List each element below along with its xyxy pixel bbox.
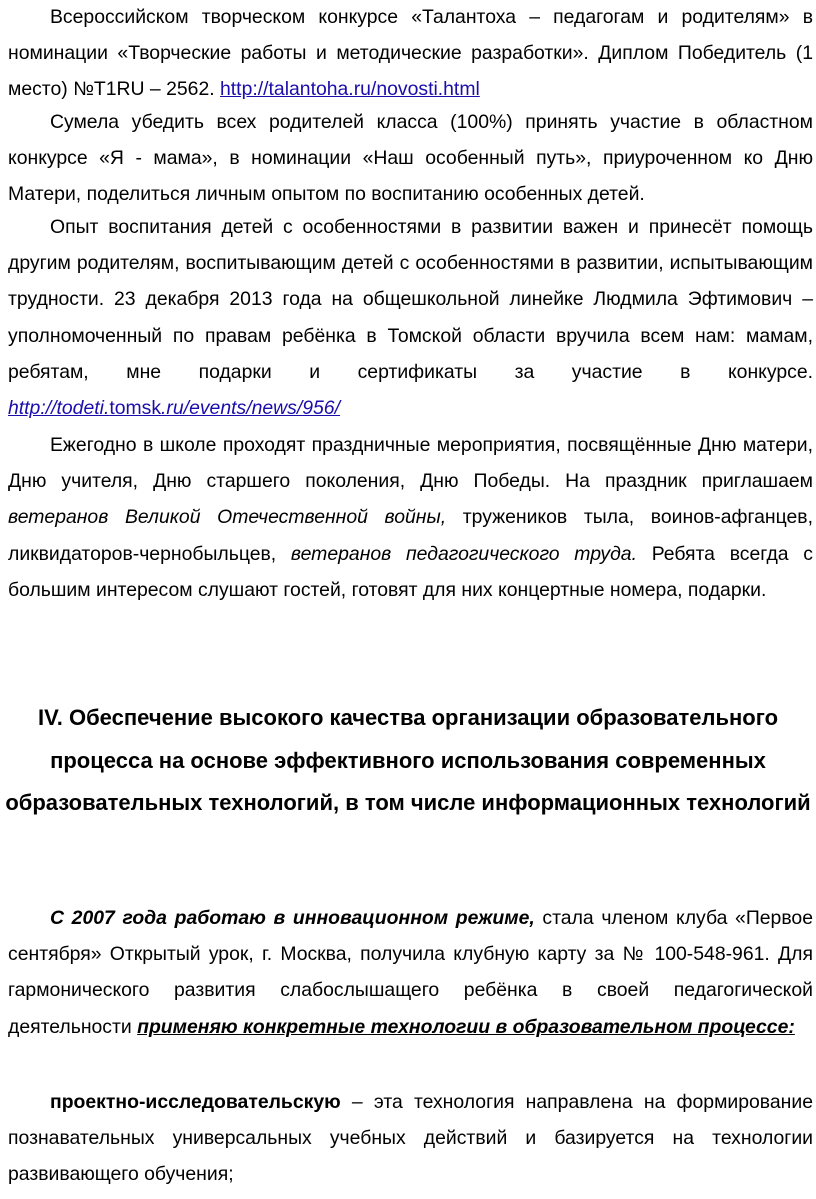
paragraph-text: Сумела убедить всех родителей класса (100%) принять участие в областном конкурсе «Я - мама», в номинации «Наш особенный путь», приуроченном ко Дню Матери, поделиться личным опытом по воспитанию особенных детей. bbox=[8, 111, 813, 206]
paragraph-text: – эта технология направлена на формирование познавательных универсальных учебных действий и базируется на технологии развивающего обучения; bbox=[8, 1091, 813, 1186]
paragraph-text: Опыт воспитания детей с особенностями в развитии важен и принесёт помощь другим родителям, воспитывающим детей с особенностями в развитии, испытывающим трудности. 23 декабря 2013 года на общешкольной линейке Людмила Эфтимович – уполномоченный по правам ребёнка в Томской области вручила всем нам: мамам, ребятам, мне подарки и сертификаты за участие в конкурсе. bbox=[8, 216, 813, 383]
paragraph-experience bbox=[8, 209, 813, 426]
paragraph-text: стала членом клуба «Первое сентября» Открытый урок, г. Москва, получила клубную карту за № 100-548-961. Для гармонического развития слабослышащего ребёнка в своей педагогической деятельности bbox=[8, 907, 813, 1038]
paragraph-text: Ребята всегда с большим интересом слушают гостей, готовят для них концертные номера, подарки. bbox=[8, 542, 813, 601]
paragraph-text: Всероссийском творческом конкурсе «Талантоха – педагогам и родителям» в номинации «Творческие работы и методические разработки». Диплом Победитель (1 место) №Т1RU – 2562. bbox=[8, 6, 813, 101]
paragraph-text: тружеников тыла, воинов-афганцев, ликвидаторов-чернобыльцев, bbox=[8, 506, 813, 565]
todeti-link-part1: http://todeti. bbox=[8, 397, 110, 420]
paragraph-italic-teachers: ветеранов педагогического труда. bbox=[290, 542, 637, 565]
todeti-link[interactable] bbox=[8, 397, 340, 419]
paragraph-holidays bbox=[8, 427, 813, 608]
todeti-link-part3: .ru/events/news/956/ bbox=[161, 397, 340, 420]
paragraph-innovation bbox=[8, 900, 813, 1045]
paragraph-bold-italic: С 2007 года работаю в инновационном режиме, bbox=[50, 907, 535, 929]
paragraph-project-technology bbox=[8, 1084, 813, 1193]
paragraph-bold-italic-underlined: применяю конкретные технологии в образовательном процессе: bbox=[137, 1015, 795, 1038]
paragraph-bold-term: проектно-исследовательскую bbox=[50, 1091, 341, 1113]
talantoha-link[interactable]: http://talantoha.ru/novosti.html bbox=[220, 78, 480, 101]
paragraph-mama-contest bbox=[8, 104, 813, 213]
section-heading: IV. Обеспечение высокого качества организации образовательного процесса на основе эффективного использования современных образовательных технологий, в том числе информационных технологий bbox=[5, 705, 811, 815]
todeti-link-part2: tomsk bbox=[109, 397, 162, 420]
paragraph-italic-veterans: ветеранов Великой Отечественной войны, bbox=[8, 506, 447, 529]
paragraph-talantoha-contest bbox=[8, 0, 813, 108]
paragraph-text: Ежегодно в школе проходят праздничные мероприятия, посвящённые Дню матери, Дню учителя, Дню старшего поколения, Дню Победы. На праздник приглашаем bbox=[8, 434, 813, 493]
